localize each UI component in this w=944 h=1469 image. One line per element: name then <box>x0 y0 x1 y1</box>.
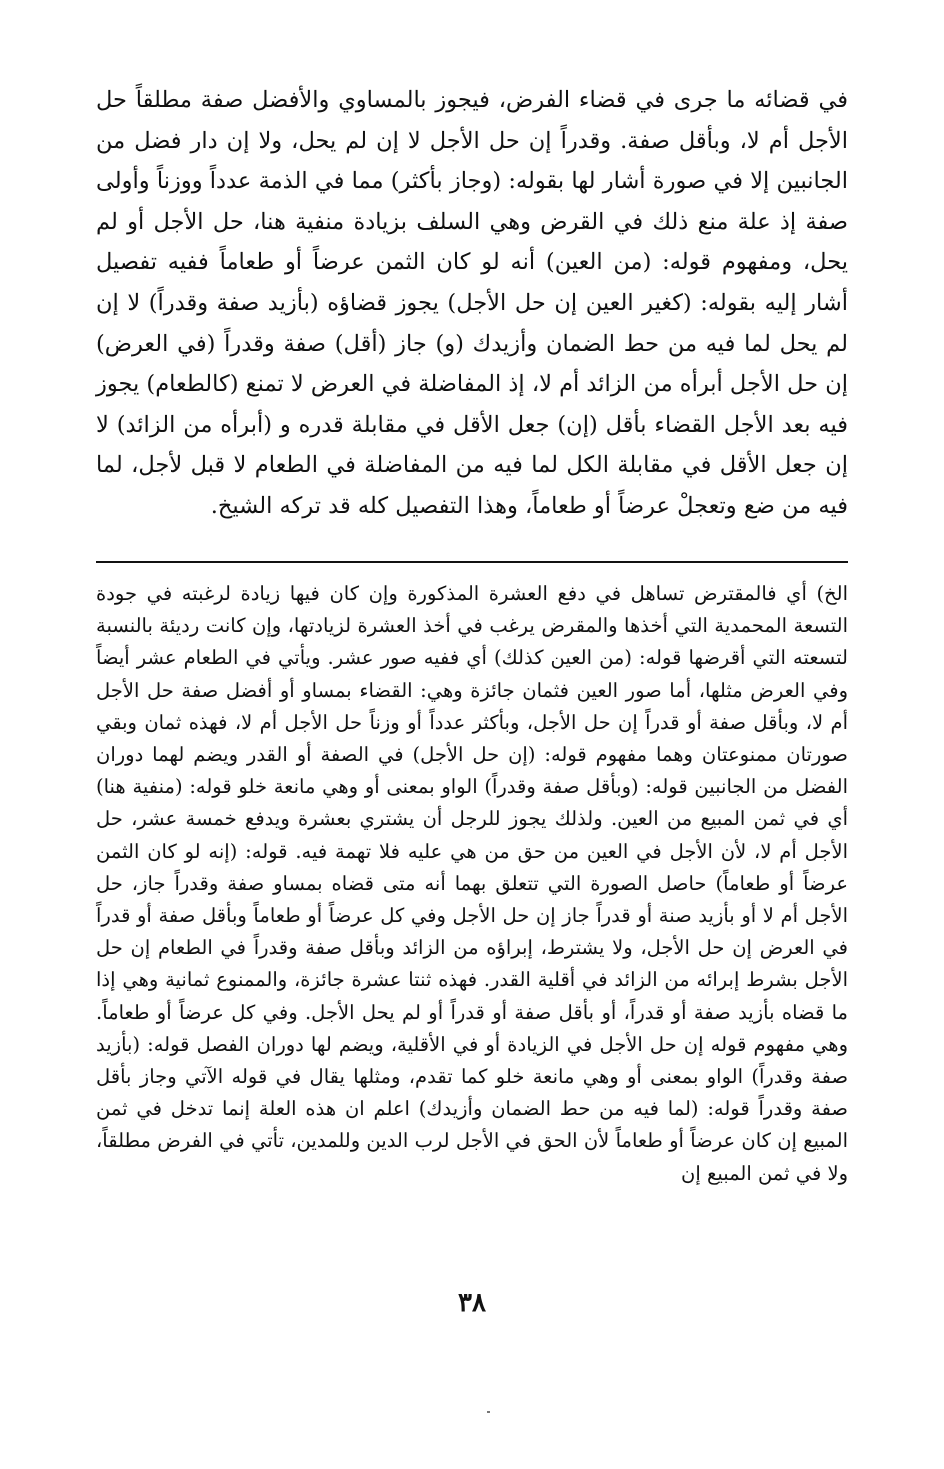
footnote-divider <box>96 561 848 563</box>
footnotes-block <box>96 578 848 1190</box>
scan-speck <box>487 1411 490 1413</box>
footnote-paragraph: الخ) أي فالمقترض تساهل في دفع العشرة المذكورة وإن كان فيها زيادة لرغبته في جودة التسعة المحمدية التي أخذها والمقرض يرغب في أخذ العشرة لزيادتها، وإن كانت رديئة بالنسبة لتسعته التي أقرضها قوله: (من العين كذلك) أي ففيه صور عشر. ويأتي في الطعام عشر أيضاً وفي العرض مثلها، أما صور العين فثمان جائزة وهي: القضاء بمساو أو أفضل صفة حل الأجل أم لا، وبأقل صفة أو قدراً إن حل الأجل، وبأكثر عدداً أو وزناً حل الأجل أم لا، فهذه ثمان وبقي صورتان ممنوعتان وهما مفهوم قوله: (إن حل الأجل) في الصفة أو القدر ويضم لهما دوران الفضل من الجانبين قوله: (وبأقل صفة وقدراً) الواو بمعنى أو وهي مانعة خلو قوله: (منفية هنا) أي في ثمن المبيع من العين. ولذلك يجوز للرجل أن يشتري بعشرة ويدفع خمسة عشر، حل الأجل أم لا، لأن الأجل في العين من حق من هي عليه فلا تهمة فيه. قوله: (إنه لو كان الثمن عرضاً أو طعاماً) حاصل الصورة التي تتعلق بهما أنه متى قضاه بمساو صفة وقدراً جاز، حل الأجل أم لا أو بأزيد صنة أو قدراً جاز إن حل الأجل وفي كل عرضاً أو طعاماً وبأقل صفة أو قدراً في العرض إن حل الأجل، ولا يشترط، إبراؤه من الزائد وبأقل صفة وقدراً في الطعام إن حل الأجل بشرط إبرائه من الزائد في أقلية القدر. فهذه ثنتا عشرة جائزة، والممنوع ثمانية وهي إذا ما قضاه بأزيد صفة أو قدراً، أو بأقل صفة أو قدراً أو لم يحل الأجل. وفي كل عرضاً أو طعاماً. وهي مفهوم قوله إن حل الأجل في الزيادة أو في الأقلية، ويضم لها دوران الفصل قوله: (بأزيد صفة وقدراً) الواو بمعنى أو وهي مانعة خلو كما تقدم، ومثلها يقال في قوله الآتي وجاز بأقل صفة وقدراً قوله: (لما فيه من حط الضمان وأزيدك) اعلم ان هذه العلة إنما تدخل في ثمن المبيع إن كان عرضاً أو طعاماً لأن الحق في الأجل لرب الدين وللمدين، تأتي في الفرض مطلقاً، ولا في ثمن المبيع إن <box>96 582 848 1185</box>
main-paragraph: في قضائه ما جرى في قضاء الفرض، فيجوز بالمساوي والأفضل صفة مطلقاً حل الأجل أم لا، وبأقل صفة. وقدراً إن حل الأجل لا إن لم يحل، ولا إن دار فضل من الجانبين إلا في صورة أشار لها بقوله: (وجاز بأكثر) مما في الذمة عدداً ووزناً وأولى صفة إذ علة منع ذلك في القرض وهي السلف بزيادة منفية هنا، حل الأجل أو لم يحل، ومفهوم قوله: (من العين) أنه لو كان الثمن عرضاً أو طعاماً ففيه تفصيل أشار إليه بقوله: (كغير العين إن حل الأجل) يجوز قضاؤه (بأزيد صفة وقدراً) لا إن لم يحل لما فيه من حط الضمان وأزيدك (و) جاز (أقل) صفة وقدراً (في العرض) إن حل الأجل أبرأه من الزائد أم لا، إذ المفاضلة في العرض لا تمنع (كالطعام) يجوز فيه بعد الأجل القضاء بأقل (إن) جعل الأقل في مقابلة قدره و (أبرأه من الزائد) لا إن جعل الأقل في مقابلة الكل لما فيه من المفاضلة في الطعام لا قبل لأجل، لما فيه من ضع وتعجلْ عرضاً أو طعاماً، وهذا التفصيل كله قد تركه الشيخ. <box>96 87 848 519</box>
page-number: ٣٨ <box>458 1288 486 1318</box>
main-text-block <box>96 80 848 527</box>
